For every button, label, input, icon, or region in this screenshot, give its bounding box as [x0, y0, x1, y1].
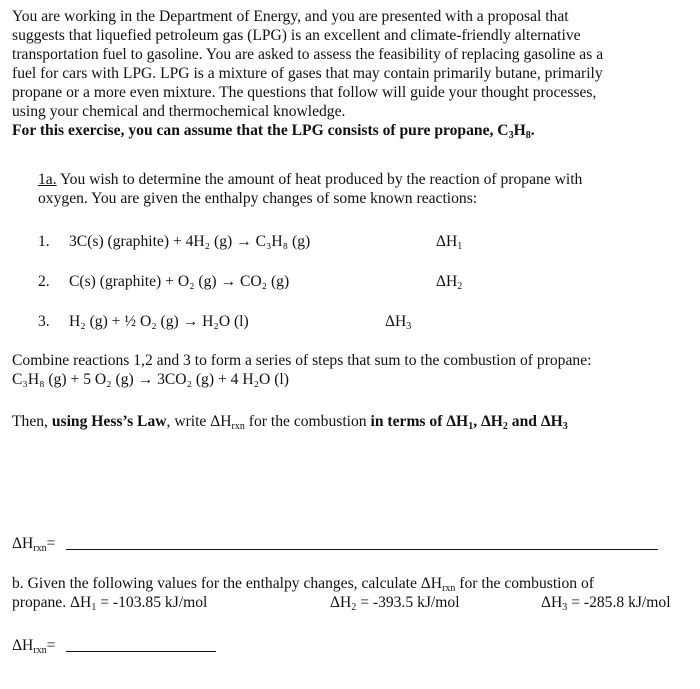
dh3-value: $\Delta H_3 = -285.8$ kJ/mol [541, 594, 671, 613]
hess-instruction: Then, using Hess’s Law, write $\Delta H_{rxn}$ for the combustion in terms of $\Delta H_1$, $\Delta H_2$ and $\Delta H_3$ [12, 413, 568, 432]
answer-a-label: $\Delta H_{rxn}=$ [12, 535, 56, 554]
part-b-line1: b. Given the following values for the enthalpy changes, calculate $\Delta H_{rxn}$ for the combustion of [12, 575, 594, 594]
answer-b-label: $\Delta H_{rxn}=$ [12, 637, 56, 656]
propane-combustion-equation: C₃H₈ (g) + 5 O₂ (g) → 3CO₂ (g) + 4 H₂O (l) [12, 371, 289, 388]
combine-instruction: Combine reactions 1,2 and 3 to form a series of steps that sum to the combustion of propane: [12, 352, 592, 369]
intro-line: transportation fuel to gasoline. You are asked to assess the feasibility of replacing gasoline as a [12, 46, 604, 63]
intro-line: suggests that liquefied petroleum gas (LPG) is an excellent and climate-friendly alternative [12, 27, 581, 44]
part-a-line1: 1a. You wish to determine the amount of heat produced by the reaction of propane with [38, 171, 583, 188]
reaction-number: 3. [38, 313, 50, 330]
reaction-equation: 3C(s) (graphite) + 4H₂ (g) → C₃H₈ (g) [69, 233, 311, 250]
part-b-line2: propane. $\Delta H_1 = -103.85$ kJ/mol [12, 594, 208, 613]
intro-paragraph [12, 7, 697, 140]
reaction-equation: C(s) (graphite) + O₂ (g) → CO₂ (g) [69, 273, 290, 290]
part-a-line2: oxygen. You are given the enthalpy changes of some known reactions: [38, 190, 478, 207]
answer-b-blank[interactable] [66, 651, 216, 652]
dh2-value: $\Delta H_2 = -393.5$ kJ/mol [330, 594, 460, 613]
dh1-value: $\Delta H_1 = -103.85$ kJ/mol [70, 594, 208, 613]
assumption-statement: For this exercise, you can assume that the LPG consists of pure propane, $C_3H_8$. [12, 122, 535, 141]
reaction-enthalpy: $\Delta H_3$ [385, 313, 412, 332]
intro-line: fuel for cars with LPG. LPG is a mixture of gases that may contain primarily butane, primarily [12, 65, 603, 82]
reaction-enthalpy: $\Delta H_2$ [436, 273, 463, 292]
intro-line: propane or a more even mixture. The questions that follow will guide your thought processes, [12, 84, 597, 101]
part-a-label: 1a. [38, 171, 57, 188]
reaction-enthalpy: $\Delta H_1$ [436, 233, 463, 252]
reaction-number: 2. [38, 273, 50, 290]
reaction-number: 1. [38, 233, 50, 250]
reaction-equation: H₂ (g) + ½ O₂ (g) → H₂O (l) [69, 313, 249, 330]
answer-a-blank[interactable] [66, 549, 658, 550]
intro-line: You are working in the Department of Energy, and you are presented with a proposal that [12, 8, 569, 25]
intro-line: using your chemical and thermochemical knowledge. [12, 103, 346, 120]
